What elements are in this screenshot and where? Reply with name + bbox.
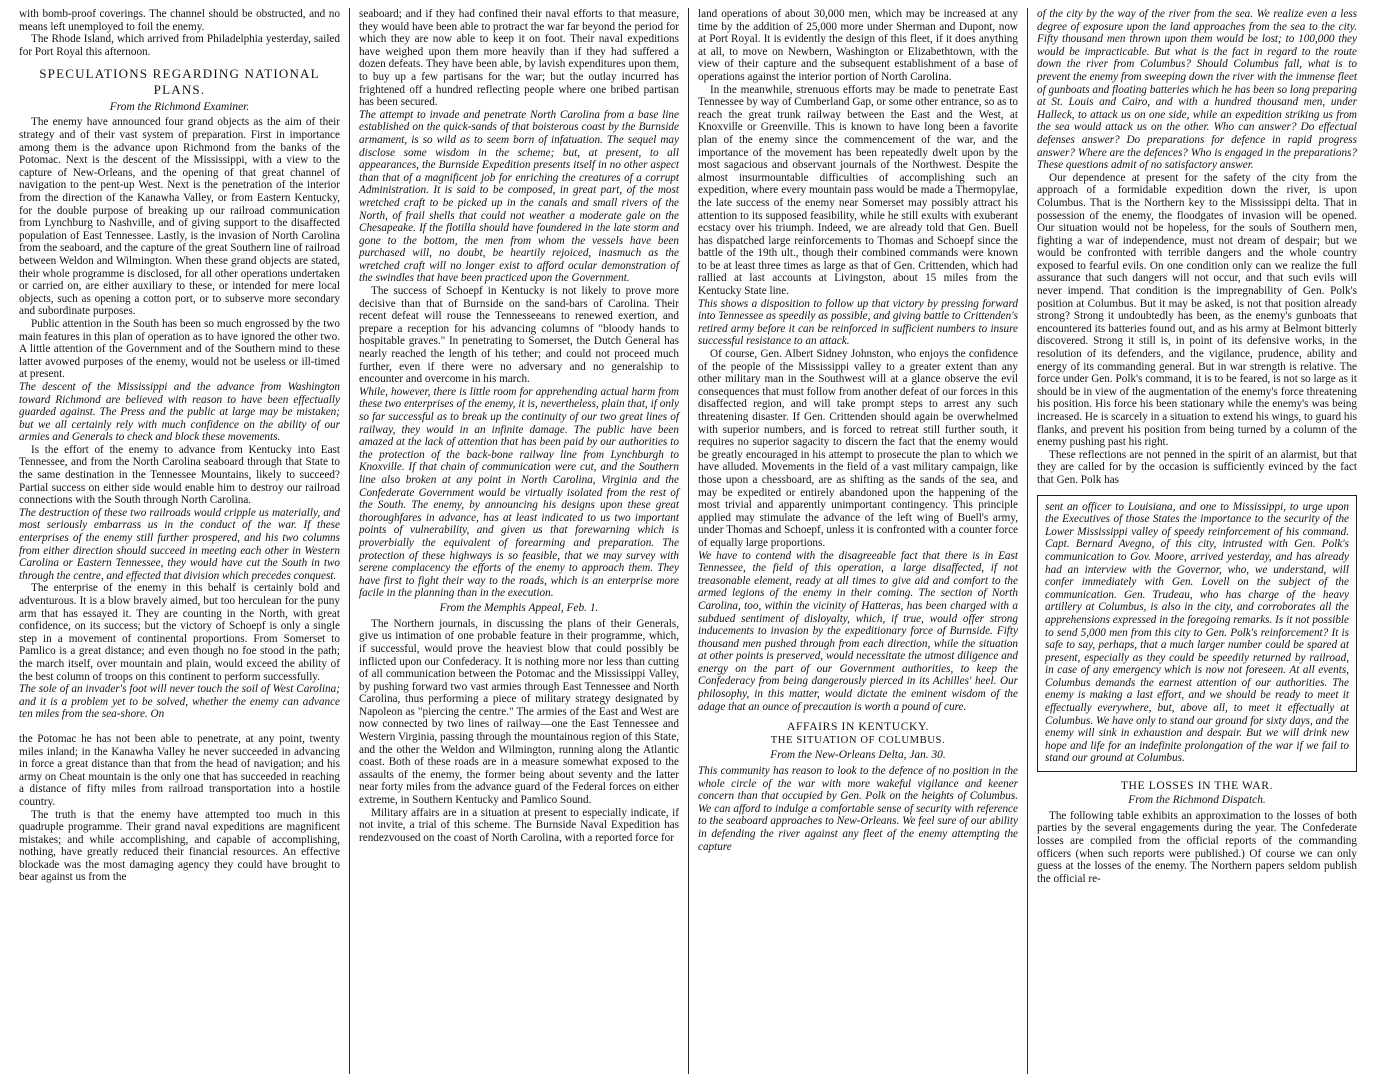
column-container <box>10 8 1366 1074</box>
section-heading: AFFAIRS IN KENTUCKY. <box>786 720 929 734</box>
paragraph: Military affairs are in a situation at present to especially indicate, if not invite, a trial of this scheme. The Burnside Naval Expedition has rendezvoused on the coast of North Carolina, with a reported force for <box>359 806 679 844</box>
paragraph: The following table exhibits an approximation to the losses of both parties by the several engagements during the year. The Confederate losses are compiled from the official reports of the commanding officers (when such reports were published.) Of course we can only guess at the losses of the enemy. The Northern papers seldom publish the official re- <box>1037 809 1357 885</box>
paragraph: The enterprise of the enemy in this behalf is certainly bold and adventurous. It is a blow bravely aimed, but too herculean for the puny arm that has essayed it. They are counting in the North, with great confidence, on its success; but the victory of Schoepf is only a single step in a movement of continental proportions. From Somerset to Pamlico is a great distance; and even though no foe stood in the path; the march itself, over mountain and plain, would exceed the ability of the best column of troops on this continent to perform successfully. <box>19 582 340 683</box>
source-attribution: From the New-Orleans Delta, Jan. 30. <box>770 749 946 762</box>
paragraph: Is the effort of the enemy to advance from Kentucky into East Tennessee, and from the North Carolina seaboard through that State to the same destination in the Tennessee Mountains, likely to succeed? Partial success on either side would enable him to destroy our railroad connections with the South through North Carolina. <box>19 443 340 507</box>
paragraph: The Rhode Island, which arrived from Philadelphia yesterday, sailed for Port Royal this afternoon. <box>19 33 340 58</box>
paragraph-italic: This community has reason to look to the defence of no position in the whole circle of the war with more wakeful vigilance and keener concern than that occupied by Gen. Polk on the heights of Columbus. We can afford to indulge a comfortable sense of security with reference to the seaboard approaches to New-Orleans. We feel sure of our ability in defending the river against any fleet of the enemy attempting the capture <box>698 765 1018 853</box>
section-heading-second-line: PLANS. <box>153 82 206 97</box>
paragraph: with bomb-proof coverings. The channel should be obstructed, and no means left unemployed to foil the enemy. <box>19 8 340 33</box>
source-attribution: From the Memphis Appeal, Feb. 1. <box>439 601 599 614</box>
paragraph-italic: This shows a disposition to follow up that victory by pressing forward into Tennessee as speedily as possible, and giving battle to Crittenden's retired army before it can be reinforced in sufficient numbers to insure successful resistance to an attack. <box>698 297 1018 348</box>
paragraph-italic: sent an officer to Louisiana, and one to Mississippi, to urge upon the Executives of those States the importance to the security of the Lower Mississippi valley of speedy reinforcement of his command. Capt. Bernard Avegno, of this city, intrusted with Gen. Polk's communication to Gov. Moore, arrived yesterday, and has already had an interview with the Governor, who, we understand, will confer immediately with Gen. Lovell on the subject of the communication. Gen. Trudeau, who has charge of the heavy artillery at Columbus, is also in the city, and corroborates all the apprehensions expressed in the foregoing remarks. Is it not possible to send 5,000 men from this city to Gen. Polk's reinforcement? It is safe to say, perhaps, that a much larger number could be spared at present, especially as they could be speedily returned by railroad, in case of any emergency which is now not foreseen. At all events, Columbus demands the earnest attention of our authorities. The enemy is making a last effort, and we should be ready to meet it effectually everywhere, but, above all, to meet it effectually at Columbus. We have only to stand our ground for sixty days, and the enemy will sink in exhaustion and despair. But we will drink new hope and life for an indefinite prolongation of the war if we fail to stand our ground at Columbus. <box>1045 500 1349 765</box>
section-heading: THE LOSSES IN THE WAR. <box>1120 779 1274 793</box>
column-1 <box>10 8 349 1074</box>
boxed-callout <box>1037 495 1357 772</box>
paragraph: The truth is that the enemy have attempted too much in this quadruple programme. Their grand naval expeditions are magnificent mistakes; and while accomplishing, and capable of accomplishing, nothing, have greatly reduced their financial resources. An effective blockade was the most damaging agency they could have brought to bear against us from the <box>19 808 340 884</box>
column-4 <box>1027 8 1366 1074</box>
source-attribution: From the Richmond Examiner. <box>109 100 250 113</box>
column-2 <box>349 8 688 1074</box>
column-3-body <box>698 8 1018 853</box>
paragraph-italic: The sole of an invader's foot will never touch the soil of West Carolina; and it is a problem yet to be solved, whether the enemy can advance ten miles from the sea-shore. On <box>19 683 340 721</box>
column-3 <box>688 8 1027 1074</box>
paragraph-italic: of the city by the way of the river from the sea. We realize even a less degree of exposure upon the land approaches from the sea to the city. Fifty thousand men thrown upon them would be lost; to 100,000 they would be impracticable. But what is the fact in regard to the route down the river from Columbus? Should Columbus fall, what is to prevent the enemy from sweeping down the river with the immense fleet of gunboats and floating batteries which he has been so long preparing at St. Louis and Cairo, and with a hundred thousand men, under Halleck, to attack us on one side, while an expedition striking us from the sea would attack us on the other. Who can answer? Do effectual defenses answer? Do preparations for defence in rapid progress answer? Where are the defences? Who is engaged in the preparations? These questions admit of no satisfactory answer. <box>1037 8 1357 172</box>
column-1-body <box>19 8 340 884</box>
source-attribution: From the Richmond Dispatch. <box>1128 794 1266 807</box>
column-4-body <box>1037 8 1357 885</box>
paragraph-italic: We have to contend with the disagreeable fact that there is in East Tennessee, the field of this operation, a large disaffected, if not treasonable element, ready at all times to give aid and comfort to the armed legions of the enemy in their coming. The section of North Carolina, too, within the vicinity of Hatteras, has been charged with a subdued sentiment of disloyalty, which, if true, would offer strong inducements to invasion by the expeditionary force of Burnside. Fifty thousand men pushed through from each direction, while the situation at other points is preserved, would necessitate the utmost diligence and energy on the part of our Government authorities, to keep the Confederacy from being dangerously pierced in its Achilles' heel. Our philosophy, in this matter, would dictate the eminent wisdom of the adage that an ounce of precaution is worth a pound of cure. <box>698 549 1018 713</box>
paragraph: the Potomac he has not been able to penetrate, at any point, twenty miles inland; in the Kanawha Valley he never succeeded in advancing in force a great distance than that from the head of navigation; and his army on Cheat mountain is the only one that has succeeded in reaching a distance of fifty miles from railroad transportation into a hostile country. <box>19 732 340 808</box>
paragraph: In the meanwhile, strenuous efforts may be made to penetrate East Tennessee by way of Cumberland Gap, or some other entrance, so as to reach the great trunk railway between the East and the West, at Knoxville or Greenville. This is known to have long been a favorite plan of the enemy since the commencement of the war, and the importance of the movement has been repeatedly dwelt upon by the most sagacious and observant journals of the Northwest. Despite the almost insurmountable difficulties of accomplishing such an expedition, where every mountain pass would be made a Thermopylae, the late success of the enemy near Somerset may possibly attract his attention to its supposed feasibility, while he still exults with exuberant ecstacy over his triumph. Indeed, we are already told that Gen. Buell has dispatched large reinforcements to Thomas and Schoepf since the battle of the 19th ult., though their combined commands were known to be at least three times as large as that of Gen. Crittenden, which had rallied at last accounts at Livingston, about 15 miles from the Kentucky State line. <box>698 83 1018 298</box>
paragraph: Public attention in the South has been so much engrossed by the two main features in this plan of operation as to have ignored the other two. A little attention of the Government and of the Southern mind to these latter avowed purposes of the enemy, would not be useless or ill-timed at present. <box>19 317 340 381</box>
paragraph-italic: While, however, there is little room for apprehending actual harm from these two enterprises of the enemy, it is, nevertheless, plain that, if only so far successful as to break up the continuity of our two great lines of railway, they would in an infinite damage. The public have been amazed at the lack of attention that has been paid by our authorities to the protection of the back-bone railway line from Lynchburgh to Knoxville. If that chain of communication were cut, and the Southern line also broken at any point in North Carolina, Virginia and the Confederate Government would be virtually isolated from the rest of the South. The enemy, by announcing his designs upon these great thoroughfares in advance, has at least indicated to us two important points of vulnerability, and given us that forewarning which is proverbially the equivalent of forearming and preparation. The protection of these highways is so feasible, that we may survey with serene complacency the efforts of the enemy to approach them. They have first to fight their way to the roads, which is an enterprise more facile in the planning than in the execution. <box>359 385 679 600</box>
paragraph: The enemy have announced four grand objects as the aim of their strategy and of their vast system of preparation. First in importance among them is the advance upon Richmond from the banks of the Potomac. Next is the descent of the Mississippi, with a view to the capture of New-Orleans, and the opening of that great channel of navigation to the pent-up West. Next is the penetration of the interior from the direction of the Kanawha Valley, or from Eastern Kentucky, for the double purpose of breaking up our railroad communication from Lynchburg to Nashville, and of giving support to the disaffected population of East Tennessee. Lastly, is the invasion of North Carolina from the seaboard, and the capture of the great Southern line of railroad between Weldon and Wilmington. When these grand objects are stated, their whole programme is disclosed, for all other operations undertaken or carried on, are either auxiliary to these, or intended for mere local objects, such as opening a cotton port, or to subserve more secondary and subordinate purposes. <box>19 116 340 318</box>
section-heading: SPECULATIONS REGARDING NATIONAL <box>39 66 320 82</box>
paragraph: The success of Schoepf in Kentucky is not likely to prove more decisive than that of Burnside on the sand-bars of Carolina. Their recent defeat will rouse the Tennesseeans to renewed exertion, and prepare a reception for his advancing columns of "bloody hands to hospitable graves." In penetrating to Somerset, the Dutch General has nearly reached the length of his tether; and could not proceed much further, even if there were no adversary and no generalship to encounter and overcome in his march. <box>359 285 679 386</box>
paragraph-italic: The destruction of these two railroads would cripple us materially, and most seriously embarrass us in the conduct of the war. If these enterprises of the enemy still further prospered, and his two columns from either direction should succeed in meeting each other in Western Carolina or Eastern Tennessee, they would have cut the South in two through the centre, and effected that division which precedes conquest. <box>19 506 340 582</box>
column-break-gap <box>19 721 340 733</box>
paragraph: Of course, Gen. Albert Sidney Johnston, who enjoys the confidence of the people of the Mississippi valley to a greater extent than any other military man in the Southwest will at a glance observe the evil consequences that must follow from another defeat of our forces in this disaffected region, and will take prompt steps to arrest any such threatening disaster. If Gen. Crittenden should again be overwhelmed with superior numbers, and is forced to retreat still further south, it requires no superior sagacity to discern the fact that the enemy would be greatly encouraged in his attempt to prosecute the plan to which we have alluded. Movements in the field of a vast military campaign, like those upon a chessboard, are as shifting as the sands of the sea, and may be expedited or entirely abandoned upon the happening of the most trivial and apparently unimportant contingency. This principle applied may stimulate the advance of the left wing of Buell's army, under Thomas and Schoepf, unless it is confronted with a counter force of equally large proportions. <box>698 348 1018 549</box>
paragraph-italic: The attempt to invade and penetrate North Carolina from a base line established on the quick-sands of that boisterous coast by the Burnside armament, is so wild as to seem born of infatuation. The sequel may disclose some wisdom in the scheme; but, at present, to all appearances, the Burnside Expedition presents itself in no other aspect than that of a magnificent job for enriching the creatures of a corrupt Administration. It is said to be composed, in great part, of the most wretched craft to be picked up in the canals and small rivers of the North, of frail shells that could not weather a moderate gale on the Chesapeake. If the flotilla should have foundered in the late storm and gone to the bottom, the men from whom the vessels have been purchased will, no doubt, be heartily rejoiced, inasmuch as the wretched craft will no longer exist to afford ocular demonstration of the swindles that have been practiced upon the Government. <box>359 108 679 285</box>
paragraph: These reflections are not penned in the spirit of an alarmist, but that they are called for by the occasion is sufficiently evinced by the fact that Gen. Polk has <box>1037 448 1357 486</box>
paragraph: The Northern journals, in discussing the plans of their Generals, give us intimation of one probable feature in their programme, which, if successful, would prove the heaviest blow that could possibly be inflicted upon our Confederacy. It is nothing more nor less than cutting of all communication between the Potomac and the Mississippi Valley, by pushing forward two vast armies through East Tennessee and North Carolina, thus performing a piece of military strategy designated by Napoleon as "piercing the centre." The armies of the East and West are now connected by two lines of railway—one the East Tennessee and Western Virginia, passing through the mountainous region of this State, and the other the Weldon and Wilmington, running along the Atlantic coast. Both of these roads are in a measure somewhat exposed to the assaults of the enemy, the former being about seventy and the latter near forty miles from the advance guard of the Federal forces on either extreme, in Southern Kentucky and Pamlico Sound. <box>359 617 679 807</box>
paragraph-italic: The descent of the Mississippi and the advance from Washington toward Richmond are believed with reason to have been effectually guarded against. The Press and the public at large may be mistaken; but we all certainly rely with much confidence on the ability of our armies and Generals to check and block these movements. <box>19 380 340 444</box>
paragraph: land operations of about 30,000 men, which may be increased at any time by the addition of 25,000 more under Sherman and Dupont, now at Port Royal. It is evidently the design of this fleet, if it does anything at all, to move on Newbern, Washington or Elizabethtown, with the view of their capture and the subsequent establishment of a base of operations against the interior portion of North Carolina. <box>698 8 1018 83</box>
subsection-heading: THE SITUATION OF COLUMBUS. <box>770 735 946 747</box>
column-2-body <box>359 8 679 844</box>
paragraph: Our dependence at present for the safety of the city from the approach of a formidable expedition down the river, is upon Columbus. That is the Northern key to the Mississippi delta. That in possession of the enemy, the floodgates of invasion will be opened. Our situation would not be hopeless, for the souls of Southern men, fighting a war of independence, must not dream of despair; but we would be confronted with terrible dangers and the whole country exposed to fearful evils. On one condition only can we realize the full assurance that such dangers will not occur, and that such evils will never impend. That condition is the impregnability of Gen. Polk's position at Columbus. But it may be asked, is not that position already strong? Strong it undoubtedly has been, as the enemy's gunboats that encountered its batteries found out, and as his army at Belmont bitterly discovered. Strong it still is, in point of its defensive works, in the resolution of its defenders, and the vigilance, prudence, ability and energy of its commanding general. But in war strength is relative. The force under Gen. Polk's command, it is to be feared, is not so large as it should be in view of the augmentation of the enemy's force threatening his position. His force his been stationary while the enemy's was being increased. He is scarcely in a situation to extend his wings, to guard his flanks, and prevent his position from being turned by a column of the enemy pushing past his right. <box>1037 171 1357 449</box>
paragraph: seaboard; and if they had confined their naval efforts to that measure, they would have been able to protract the war far beyond the period for which they are now able to keep it on foot. Their naval expeditions have weighed upon them more heavily than if they had suffered a dozen defeats. They have been able, by lavish expenditures upon them, to buy up a few partisans for the war; but the outlay incurred has frightened off a hundred reflecting people where one bribed partisan has been secured. <box>359 8 679 109</box>
